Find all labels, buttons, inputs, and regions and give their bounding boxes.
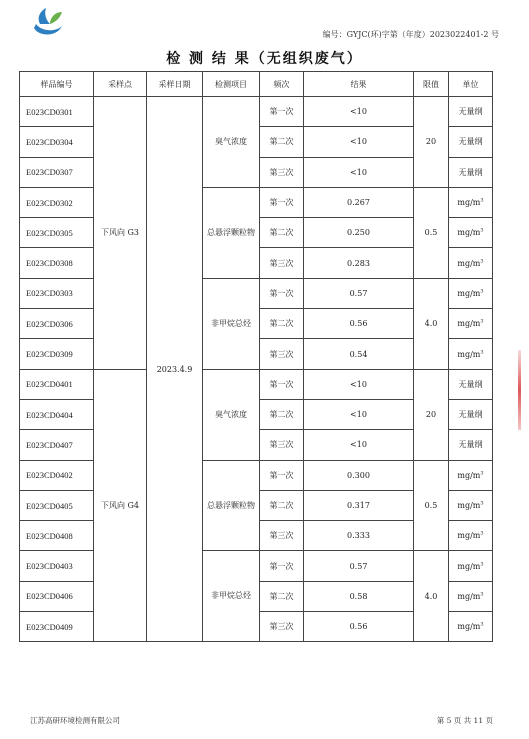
unit-cell: 无量纲 [449, 157, 493, 187]
col-header: 限值 [414, 72, 449, 97]
page-title: 检 测 结 果（无组织废气） [166, 51, 363, 67]
sample-code-cell: E023CD0404 [20, 399, 94, 429]
frequency-cell: 第一次 [260, 97, 304, 127]
sample-code-cell: E023CD0304 [20, 127, 94, 157]
limit-cell: 0.5 [414, 460, 449, 551]
table-row [20, 97, 493, 127]
unit-cell: $mg/m^3$ [449, 460, 493, 490]
result-cell: 0.283 [304, 248, 414, 278]
sample-code-cell: E023CD0307 [20, 157, 94, 187]
unit-cell: $mg/m^3$ [449, 490, 493, 520]
frequency-cell: 第一次 [260, 369, 304, 399]
limit-cell: 4.0 [414, 278, 449, 369]
company-logo-icon [30, 6, 66, 38]
sample-code-cell: E023CD0408 [20, 521, 94, 551]
unit-cell: $mg/m^3$ [449, 339, 493, 369]
unit-cell: $mg/m^3$ [449, 248, 493, 278]
result-cell: 0.56 [304, 309, 414, 339]
table-row [20, 369, 493, 399]
result-cell: 0.56 [304, 612, 414, 642]
table-row [20, 187, 493, 217]
sample-code-cell: E023CD0403 [20, 551, 94, 581]
result-cell: 0.267 [304, 187, 414, 217]
limit-cell: 20 [414, 97, 449, 188]
col-header: 单位 [449, 72, 493, 97]
test-item-cell: 总悬浮颗粒物 [203, 460, 260, 551]
results-table [19, 71, 493, 642]
result-cell: 0.57 [304, 278, 414, 308]
frequency-cell: 第三次 [260, 612, 304, 642]
sample-code-cell: E023CD0405 [20, 490, 94, 520]
sampling-date-cell: 2023.4.9 [147, 97, 203, 642]
unit-cell: 无量纲 [449, 430, 493, 460]
sample-code-cell: E023CD0308 [20, 248, 94, 278]
limit-cell: 4.0 [414, 551, 449, 642]
sampling-point-cell: 下风向 G4 [94, 369, 147, 642]
sample-code-cell: E023CD0402 [20, 460, 94, 490]
result-cell: <10 [304, 97, 414, 127]
result-cell: <10 [304, 157, 414, 187]
limit-cell: 20 [414, 369, 449, 460]
result-cell: <10 [304, 369, 414, 399]
result-cell: 0.333 [304, 521, 414, 551]
limit-cell: 0.5 [414, 187, 449, 278]
sampling-point-cell: 下风向 G3 [94, 97, 147, 370]
result-cell: 0.250 [304, 218, 414, 248]
col-header: 结果 [304, 72, 414, 97]
red-seal-edge [518, 350, 521, 430]
result-cell: <10 [304, 399, 414, 429]
frequency-cell: 第二次 [260, 490, 304, 520]
sample-code-cell: E023CD0406 [20, 581, 94, 611]
frequency-cell: 第二次 [260, 218, 304, 248]
sample-code-cell: E023CD0303 [20, 278, 94, 308]
sample-code-cell: E023CD0401 [20, 369, 94, 399]
test-item-cell: 非甲烷总烃 [203, 551, 260, 642]
frequency-cell: 第二次 [260, 399, 304, 429]
sample-code-cell: E023CD0302 [20, 187, 94, 217]
test-item-cell: 臭气浓度 [203, 97, 260, 188]
frequency-cell: 第三次 [260, 339, 304, 369]
frequency-cell: 第一次 [260, 460, 304, 490]
col-header: 采样点 [94, 72, 147, 97]
frequency-cell: 第一次 [260, 551, 304, 581]
unit-cell: $mg/m^3$ [449, 521, 493, 551]
frequency-cell: 第三次 [260, 430, 304, 460]
result-cell: 0.54 [304, 339, 414, 369]
col-header: 采样日期 [147, 72, 203, 97]
result-cell: 0.317 [304, 490, 414, 520]
table-row [20, 460, 493, 490]
sample-code-cell: E023CD0301 [20, 97, 94, 127]
result-cell: 0.57 [304, 551, 414, 581]
document-number: 编号：GYJC(环)字第（年度）2023022401-2 号 [322, 30, 499, 39]
footer-page-number: 第 5 页 共 11 页 [436, 716, 493, 725]
sample-code-cell: E023CD0305 [20, 218, 94, 248]
sample-code-cell: E023CD0309 [20, 339, 94, 369]
unit-cell: 无量纲 [449, 97, 493, 127]
unit-cell: 无量纲 [449, 399, 493, 429]
unit-cell: $mg/m^3$ [449, 309, 493, 339]
frequency-cell: 第三次 [260, 521, 304, 551]
unit-cell: 无量纲 [449, 127, 493, 157]
test-item-cell: 臭气浓度 [203, 369, 260, 460]
frequency-cell: 第三次 [260, 248, 304, 278]
footer-company: 江苏高研环境检测有限公司 [30, 716, 120, 725]
frequency-cell: 第三次 [260, 157, 304, 187]
unit-cell: $mg/m^3$ [449, 278, 493, 308]
sample-code-cell: E023CD0306 [20, 309, 94, 339]
result-cell: 0.58 [304, 581, 414, 611]
sample-code-cell: E023CD0407 [20, 430, 94, 460]
frequency-cell: 第一次 [260, 187, 304, 217]
unit-cell: $mg/m^3$ [449, 218, 493, 248]
result-cell: 0.300 [304, 460, 414, 490]
frequency-cell: 第二次 [260, 581, 304, 611]
unit-cell: $mg/m^3$ [449, 187, 493, 217]
result-cell: <10 [304, 127, 414, 157]
results-table-body [20, 97, 493, 642]
table-header-row [20, 72, 493, 97]
test-item-cell: 总悬浮颗粒物 [203, 187, 260, 278]
test-item-cell: 非甲烷总烃 [203, 278, 260, 369]
table-row [20, 278, 493, 308]
unit-cell: $mg/m^3$ [449, 612, 493, 642]
unit-cell: $mg/m^3$ [449, 551, 493, 581]
col-header: 检测项目 [203, 72, 260, 97]
col-header: 样品编号 [20, 72, 94, 97]
sample-code-cell: E023CD0409 [20, 612, 94, 642]
frequency-cell: 第二次 [260, 309, 304, 339]
table-row [20, 551, 493, 581]
unit-cell: 无量纲 [449, 369, 493, 399]
frequency-cell: 第一次 [260, 278, 304, 308]
col-header: 频次 [260, 72, 304, 97]
result-cell: <10 [304, 430, 414, 460]
frequency-cell: 第二次 [260, 127, 304, 157]
unit-cell: $mg/m^3$ [449, 581, 493, 611]
